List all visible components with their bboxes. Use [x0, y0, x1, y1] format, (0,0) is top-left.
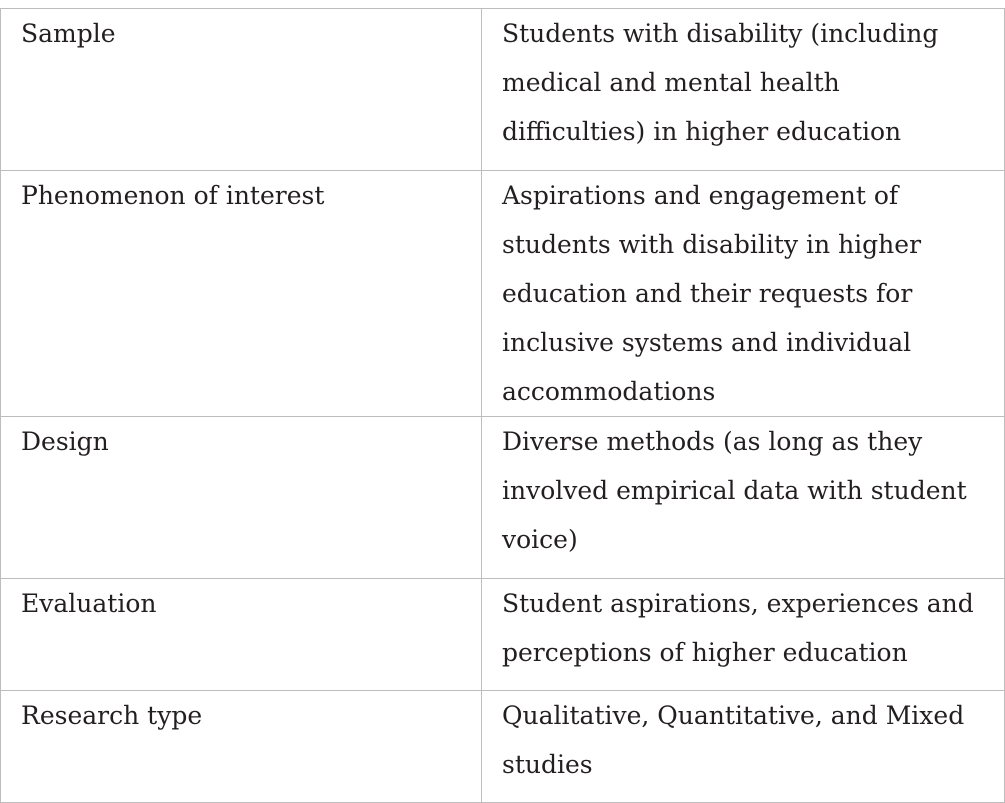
- table-row-evaluation: [1, 579, 1005, 691]
- row-description-cell: [482, 417, 1005, 579]
- table-row-design: [1, 417, 1005, 579]
- row-label-cell: [1, 579, 482, 691]
- row-label: Sample: [21, 19, 116, 48]
- spider-criteria-table: [0, 8, 1005, 803]
- row-description: Students with disability (including medical and mental health difficulties) in higher education: [502, 19, 939, 146]
- table-row-sample: [1, 9, 1005, 171]
- row-label-cell: [1, 417, 482, 579]
- row-description-cell: [482, 691, 1005, 803]
- table-row-research-type: [1, 691, 1005, 803]
- criteria-table-container: [0, 8, 1004, 803]
- row-description: Diverse methods (as long as they involved empirical data with student voice): [502, 427, 967, 554]
- table-row-phenomenon-of-interest: [1, 171, 1005, 417]
- row-label-cell: [1, 9, 482, 171]
- row-label: Phenomenon of interest: [21, 181, 325, 210]
- row-description-cell: [482, 9, 1005, 171]
- row-label: Design: [21, 427, 109, 456]
- row-description-cell: [482, 171, 1005, 417]
- row-description: Student aspirations, experiences and perceptions of higher education: [502, 589, 974, 667]
- row-description: Aspirations and engagement of students with disability in higher education and their requests for inclusive systems and individual accommodations: [502, 181, 922, 406]
- row-label: Evaluation: [21, 589, 157, 618]
- row-label-cell: [1, 171, 482, 417]
- row-description: Qualitative, Quantitative, and Mixed studies: [502, 701, 965, 779]
- row-label: Research type: [21, 701, 203, 730]
- row-description-cell: [482, 579, 1005, 691]
- row-label-cell: [1, 691, 482, 803]
